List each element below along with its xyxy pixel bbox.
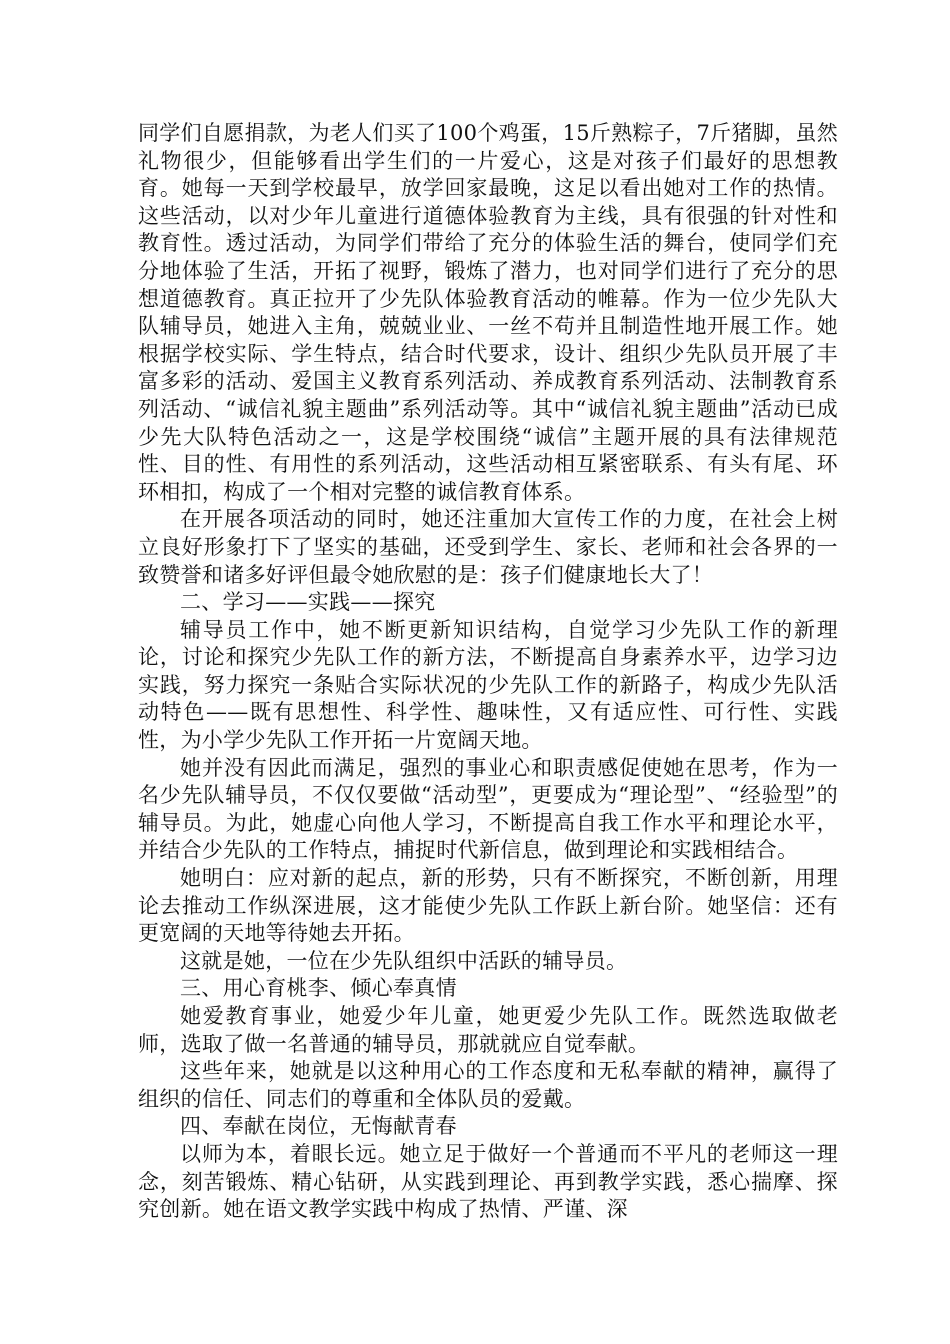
paragraph-love-education: 她爱教育事业，她爱少年儿童，她更爱少先队工作。既然选取做老师，选取了做一名普通的辅导员，那就就应自觉奉献。 — [138, 1004, 838, 1056]
paragraph-counselor-work: 辅导员工作中，她不断更新知识结构，自觉学习少先队工作的新理论，讨论和探究少先队工作的新方法，不断提高自身素养水平，边学习边实践，努力探究一条贴合实际状况的少先队工作的新路子，构成少先队活动特色——既有思想性、科学性、趣味性，又有适应性、可行性、实践性，为小学少先队工作开拓一片宽阔天地。 — [138, 617, 838, 753]
paragraph-this-is-her: 这就是她，一位在少先队组织中活跃的辅导员。 — [180, 948, 628, 973]
paragraph-donation-activities: 同学们自愿捐款，为老人们买了100个鸡蛋，15斤熟粽子，7斤猪脚，虽然礼物很少，但能够看出学生们的一片爱心，这是对孩子们最好的思想教育。她每一天到学校最早，放学回家最晚，这足以看出她对工作的热情。这些活动，以对少年儿童进行道德体验教育为主线，具有很强的针对性和教育性。透过活动，为同学们带给了充分的体验生活的舞台，使同学们充分地体验了生活，开拓了视野，锻炼了潜力，也对同学们进行了充分的思想道德教育。真正拉开了少先队体验教育活动的帷幕。作为一位少先队大队辅导员，她进入主角，兢兢业业、一丝不苟并且制造性地开展工作。她根据学校实际、学生特点，结合时代要求，设计、组织少先队员开展了丰富多彩的活动、爱国主义教育系列活动、养成教育系列活动、法制教育系列活动、“诚信礼貌主题曲”系列活动等。其中“诚信礼貌主题曲”活动已成少先大队特色活动之一，这是学校围绕“诚信”主题开展的具有法律规范性、目的性、有用性的系列活动，这些活动相互紧密联系、有头有尾、环环相扣，构成了一个相对完整的诚信教育体系。 — [138, 121, 838, 504]
paragraph-innovation: 她明白：应对新的起点，新的形势，只有不断探究，不断创新，用理论去推动工作纵深进展，这才能使少先队工作跃上新台阶。她坚信：还有更宽阔的天地等待她去开拓。 — [138, 866, 838, 946]
paragraph-these-years: 这些年来，她就是以这种用心的工作态度和无私奉献的精神，赢得了组织的信任、同志们的尊重和全体队员的爱戴。 — [138, 1059, 838, 1111]
paragraph-teacher-based: 以师为本，着眼长远。她立足于做好一个普通而不平凡的老师这一理念，刻苦锻炼、精心钻研，从实践到理论、再到教学实践，悉心揣摩、探究创新。她在语文教学实践中构成了热情、严谨、深 — [138, 1141, 838, 1222]
section-heading-devotion-at-post: 四、奉献在岗位，无悔献青春 — [180, 1114, 457, 1139]
section-heading-dedication: 三、用心育桃李、倾心奉真情 — [180, 976, 457, 1001]
paragraph-not-satisfied: 她并没有因此而满足，强烈的事业心和职责感促使她在思考，作为一名少先队辅导员，不仅仅要做“活动型”，更要成为“理论型”、“经验型”的辅导员。为此，她虚心向他人学习，不断提高自我工作水平和理论水平，并结合少先队的工作特点，捕捉时代新信息，做到理论和实践相结合。 — [138, 755, 838, 863]
paragraph-publicity-work: 在开展各项活动的同时，她还注重加大宣传工作的力度，在社会上树立良好形象打下了坚实的基础，还受到学生、家长、老师和社会各界的一致赞誉和诸多好评但最令她欣慰的是：孩子们健康地长大了！ — [138, 507, 838, 587]
document-body — [138, 120, 838, 1224]
section-heading-study-practice-explore: 二、学习——实践——探究 — [180, 590, 436, 615]
